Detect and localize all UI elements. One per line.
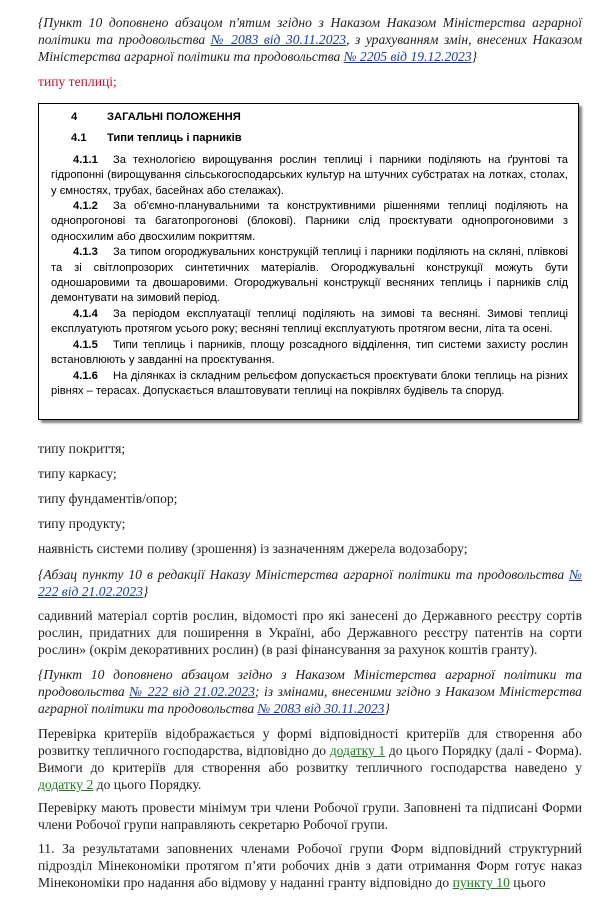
- link-appendix-2[interactable]: додатку 2: [38, 777, 94, 792]
- amendment-note-3: {Пункт 10 доповнено абзацом згідно з Наказом Міністерства аграрної політики та продовольства № 222 від 21.02.2023; із змінами, внесеними згідно з Наказом Міністерства аграрної політики та продовольства № 2083 від 30.11.2023}: [38, 667, 582, 716]
- list-item: типу продукту;: [38, 516, 126, 531]
- provision-item: 4.1.6 На ділянках із складним рельєфом допускається проєктувати блоки теплиць на різних рівнях – терасах. Допускається влаштовувати теплиці на покрівлях будівель та споруд.: [51, 369, 568, 397]
- provision-item: 4.1.1 За технологією вирощування рослин теплиці і парники поділяють на ґрунтові та гідропонні (вирощування сільськогосподарських культур на штучних субстратах на лотках, столах, у ємностях, трубах, басейнах або стелажах).: [51, 153, 568, 197]
- list-item: типу каркасу;: [38, 466, 117, 481]
- link-order-2083[interactable]: № 2083 від 30.11.2023: [210, 32, 347, 47]
- link-order-222[interactable]: № 222 від 21.02.2023: [38, 567, 582, 599]
- paragraph-point-11: 11. За результатами заповнених членами Робочої групи Форм відповідний структурний підрозділ Мінекономіки протягом п’яти робочих днів з дати отримання Форм готує наказ Мінекономіки про надання або відмову у наданні гранту відповідно до пункту 10 цього: [38, 841, 582, 890]
- general-provisions-box: [38, 103, 579, 420]
- link-order-2205[interactable]: № 2205 від 19.12.2023: [343, 49, 472, 64]
- link-appendix-1[interactable]: додатку 1: [329, 743, 386, 758]
- provision-item: 4.1.2 За об'ємно-планувальними та конструктивними рішеннями теплиці поділяють на однопрогонові та багатопрогонові (блокові). Парники слід проєктувати однопрогоновими з односхилим або двосхилим покриттям.: [51, 200, 568, 243]
- amendment-note-2: {Абзац пункту 10 в редакції Наказу Міністерства аграрної політики та продовольства № 222 від 21.02.2023}: [38, 567, 582, 599]
- subsection-heading: 4.1 Типи теплиць і парників: [71, 132, 242, 145]
- provision-item: 4.1.3 За типом огороджувальних конструкцій теплиці і парники поділяють на скляні, плівкові та зі світлопрозорих синтетичних матеріалів. Огороджувальні конструкції можуть бути одношаровими та двошаровими. Огороджувальні конструкції весняних теплиць і парників слід демонтувати на зимовий період.: [51, 246, 568, 305]
- link-order-222-b[interactable]: № 222 від 21.02.2023: [129, 684, 255, 699]
- provision-item: 4.1.4 За періодом експлуатації теплиці поділяють на зимові та весняні. Зимові теплиці експлуатують протягом усього року; весняні теплиці експлуатують протягом весни, літа та осені.: [51, 307, 568, 336]
- paragraph-planting-material: садивний матеріал сортів рослин, відомості про які занесені до Державного реєстру сортів рослин, придатних для поширення в Україні, або Державного реєстру патентів на сорти рослин» (окрім декоративних рослин) (в разі фінансування за рахунок коштів гранту).: [38, 608, 582, 657]
- link-point-10[interactable]: пункту 10: [452, 875, 510, 890]
- paragraph-working-group: Перевірку мають провести мінімум три члени Робочої групи. Заповнені та підписані Форми члени Робочої групи направляють секретарю Робочої групи.: [38, 800, 582, 832]
- red-text-greenhouse-type: типу теплиці;: [38, 74, 117, 89]
- list-item: наявність системи поливу (зрошення) із зазначенням джерела водозабору;: [38, 541, 468, 556]
- list-item: типу фундаментів/опор;: [38, 491, 178, 506]
- link-order-2083-b[interactable]: № 2083 від 30.11.2023: [257, 701, 385, 716]
- provision-item: 4.1.5 Типи теплиць і парників, площу розсадного відділення, тип системи захисту рослин встановлюють у завданні на проєктування.: [51, 338, 568, 367]
- amendment-note-top: {Пункт 10 доповнено абзацом п'ятим згідно з Наказом Наказом Міністерства аграрної політики та продовольства № 2083 від 30.11.2023, з урахуванням змін, внесених Наказом Міністерства аграрної політики та продовольства № 2205 від 19.12.2023}: [38, 15, 583, 64]
- section-heading: 4 ЗАГАЛЬНІ ПОЛОЖЕННЯ: [71, 111, 241, 123]
- list-item: типу покриття;: [38, 441, 126, 456]
- paragraph-criteria-check: Перевірка критеріїв відображається у формі відповідності критеріїв для створення або розвитку тепличного господарства, відповідно до додатку 1 до цього Порядку (далі - Форма). Вимоги до критеріїв для створення або розвитку тепличного господарства наведено у додатку 2 до цього Порядку.: [38, 726, 582, 792]
